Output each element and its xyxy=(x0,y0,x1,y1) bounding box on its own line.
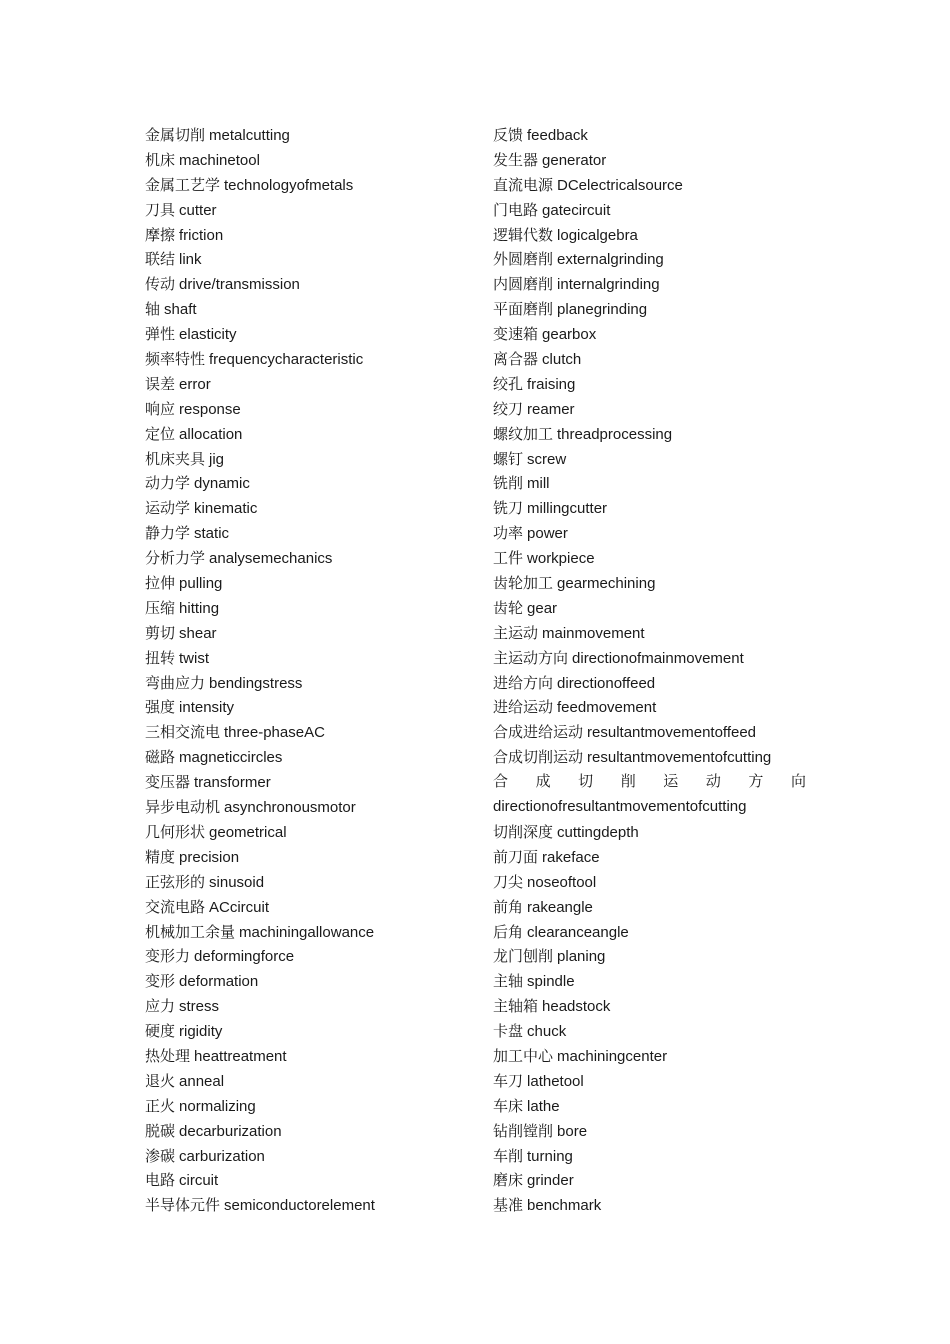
term-chinese: 逻辑代数 xyxy=(493,225,554,244)
glossary-entry xyxy=(145,571,475,596)
glossary-entry xyxy=(493,223,813,248)
glossary-entry xyxy=(493,671,813,696)
glossary-entry xyxy=(145,1044,475,1069)
glossary-entry xyxy=(493,546,813,571)
term-english: mainmovement xyxy=(542,624,645,642)
term-english: twist xyxy=(179,649,210,667)
term-chinese: 绞孔 xyxy=(493,374,524,393)
glossary-entry xyxy=(145,322,475,347)
term-english: planing xyxy=(557,948,606,966)
term-english: internalgrinding xyxy=(557,276,660,294)
glossary-entry xyxy=(145,1119,475,1144)
glossary-entry xyxy=(493,1168,813,1193)
term-english: power xyxy=(527,525,568,543)
glossary-entry xyxy=(145,770,475,795)
glossary-entry xyxy=(493,397,813,422)
term-chinese-char: 动 xyxy=(705,773,721,791)
term-english: logicalgebra xyxy=(557,226,638,244)
term-english: planegrinding xyxy=(557,301,648,319)
glossary-entry xyxy=(145,198,475,223)
term-chinese: 后角 xyxy=(493,922,524,941)
glossary-entry xyxy=(493,1069,813,1094)
term-chinese: 主轴 xyxy=(493,972,524,991)
term-chinese: 进给方向 xyxy=(493,673,554,692)
term-chinese: 发生器 xyxy=(493,150,539,169)
glossary-entry xyxy=(493,496,813,521)
glossary-entry xyxy=(493,148,813,173)
right-glossary-list-b xyxy=(493,820,813,1218)
term-english: resultantmovementoffeed xyxy=(587,724,757,742)
glossary-entry xyxy=(493,745,813,770)
glossary-entry xyxy=(145,173,475,198)
glossary-entry xyxy=(145,397,475,422)
right-glossary-list-a xyxy=(493,123,813,770)
term-english: feedmovement xyxy=(557,699,657,717)
term-chinese: 主运动方向 xyxy=(493,648,569,667)
term-english: gearmechining xyxy=(557,575,656,593)
term-english: directionoffeed xyxy=(557,674,656,692)
term-chinese: 主轴箱 xyxy=(493,997,539,1016)
term-english: technologyofmetals xyxy=(224,176,354,194)
term-english: kinematic xyxy=(194,500,258,518)
glossary-entry xyxy=(145,621,475,646)
term-english: cuttingdepth xyxy=(557,823,639,841)
term-english: reamer xyxy=(527,400,575,418)
term-chinese: 刀尖 xyxy=(493,872,524,891)
term-chinese-char: 运 xyxy=(663,773,679,791)
glossary-entry xyxy=(145,272,475,297)
term-english: bendingstress xyxy=(209,674,303,692)
term-english: feedback xyxy=(527,127,588,144)
term-chinese: 工件 xyxy=(493,549,524,568)
term-chinese: 内圆磨削 xyxy=(493,275,554,294)
term-chinese: 半导体元件 xyxy=(145,1196,221,1215)
term-english: turning xyxy=(527,1147,573,1165)
glossary-entry xyxy=(145,795,475,820)
term-english: carburization xyxy=(179,1147,265,1165)
term-chinese: 正火 xyxy=(145,1096,176,1115)
term-english: shear xyxy=(179,624,217,642)
glossary-entry xyxy=(493,1019,813,1044)
term-chinese: 进给运动 xyxy=(493,698,554,717)
glossary-entry xyxy=(145,471,475,496)
term-english: link xyxy=(179,251,202,269)
glossary-entry xyxy=(493,322,813,347)
glossary-entry xyxy=(493,695,813,720)
glossary-entry xyxy=(145,546,475,571)
glossary-entry xyxy=(145,1193,475,1218)
term-chinese: 压缩 xyxy=(145,598,176,617)
glossary-entry xyxy=(145,372,475,397)
glossary-entry xyxy=(493,596,813,621)
term-chinese: 基准 xyxy=(493,1196,524,1215)
glossary-entry xyxy=(493,646,813,671)
term-chinese-char: 成 xyxy=(535,773,551,791)
term-chinese: 铣刀 xyxy=(493,499,524,518)
term-chinese: 轴 xyxy=(145,300,161,319)
term-english: clearanceangle xyxy=(527,923,629,941)
term-chinese: 离合器 xyxy=(493,350,539,369)
glossary-entry xyxy=(493,994,813,1019)
term-english: cutter xyxy=(179,201,217,219)
glossary-entry xyxy=(145,845,475,870)
term-chinese: 应力 xyxy=(145,997,176,1016)
glossary-entry xyxy=(493,347,813,372)
term-english: normalizing xyxy=(179,1097,256,1115)
term-chinese: 热处理 xyxy=(145,1046,191,1065)
term-chinese: 齿轮加工 xyxy=(493,574,554,593)
term-chinese-char: 合 xyxy=(493,773,509,791)
term-english: screw xyxy=(527,450,567,468)
glossary-entry xyxy=(493,621,813,646)
term-chinese: 脱碳 xyxy=(145,1121,176,1140)
term-chinese: 响应 xyxy=(145,399,176,418)
glossary-entry xyxy=(493,247,813,272)
term-chinese: 运动学 xyxy=(145,499,191,518)
spread-term-chinese xyxy=(493,770,806,795)
glossary-entry xyxy=(493,720,813,745)
term-chinese: 龙门刨削 xyxy=(493,947,554,966)
term-chinese: 拉伸 xyxy=(145,574,176,593)
glossary-entry xyxy=(493,198,813,223)
term-english: DCelectricalsource xyxy=(557,176,683,194)
term-chinese: 车床 xyxy=(493,1096,524,1115)
term-english: rakeangle xyxy=(527,898,593,916)
glossary-entry xyxy=(493,1144,813,1169)
glossary-entry xyxy=(145,521,475,546)
term-chinese: 金属工艺学 xyxy=(145,175,221,194)
term-english: circuit xyxy=(179,1172,219,1190)
glossary-entry xyxy=(493,1193,813,1218)
glossary-entry xyxy=(493,471,813,496)
glossary-entry xyxy=(493,521,813,546)
term-chinese: 车刀 xyxy=(493,1071,524,1090)
term-chinese: 磁路 xyxy=(145,748,176,767)
term-chinese-char: 方 xyxy=(748,773,764,791)
term-chinese: 变压器 xyxy=(145,773,191,792)
glossary-entry xyxy=(145,994,475,1019)
term-chinese: 螺钉 xyxy=(493,449,524,468)
glossary-entry xyxy=(493,272,813,297)
term-chinese: 金属切削 xyxy=(145,126,206,144)
glossary-entry xyxy=(145,1094,475,1119)
term-english: static xyxy=(194,525,230,543)
term-chinese: 剪切 xyxy=(145,623,176,642)
term-chinese: 螺纹加工 xyxy=(493,424,554,443)
term-english: hitting xyxy=(179,599,220,617)
term-chinese: 硬度 xyxy=(145,1022,176,1041)
glossary-entry xyxy=(145,123,475,148)
term-english: lathe xyxy=(527,1097,560,1115)
term-english: response xyxy=(179,400,241,418)
term-english: machinetool xyxy=(179,151,260,169)
term-chinese: 机床夹具 xyxy=(145,449,206,468)
term-english: stress xyxy=(179,998,220,1016)
glossary-entry xyxy=(493,944,813,969)
term-chinese: 绞刀 xyxy=(493,399,524,418)
term-english: precision xyxy=(179,848,240,866)
term-english: mill xyxy=(527,475,550,493)
term-chinese: 功率 xyxy=(493,524,524,543)
glossary-entry xyxy=(493,920,813,945)
glossary-entry xyxy=(145,944,475,969)
glossary-entry xyxy=(493,372,813,397)
glossary-entry xyxy=(493,422,813,447)
term-chinese: 合成切削运动 xyxy=(493,748,584,767)
term-chinese: 主运动 xyxy=(493,623,539,642)
glossary-entry xyxy=(145,422,475,447)
glossary-entry xyxy=(145,870,475,895)
term-chinese: 联结 xyxy=(145,250,176,269)
term-chinese: 磨床 xyxy=(493,1171,524,1190)
term-english: geometrical xyxy=(209,823,287,841)
term-chinese: 前角 xyxy=(493,897,524,916)
glossary-entry xyxy=(493,1094,813,1119)
glossary-entry xyxy=(145,745,475,770)
glossary-entry xyxy=(145,1069,475,1094)
term-chinese: 交流电路 xyxy=(145,897,206,916)
term-english: directionofmainmovement xyxy=(572,649,744,667)
term-english: deformingforce xyxy=(194,948,295,966)
term-english: ACcircuit xyxy=(209,898,270,916)
term-chinese: 直流电源 xyxy=(493,175,554,194)
term-english: decarburization xyxy=(179,1122,282,1140)
glossary-entry xyxy=(493,571,813,596)
term-english: gearbox xyxy=(542,326,597,344)
term-chinese: 正弦形的 xyxy=(145,872,206,891)
term-chinese: 弯曲应力 xyxy=(145,673,206,692)
term-chinese: 动力学 xyxy=(145,474,191,493)
term-chinese: 反馈 xyxy=(493,126,524,144)
term-english: machiningcenter xyxy=(557,1047,668,1065)
glossary-entry xyxy=(145,247,475,272)
term-english: friction xyxy=(179,226,224,244)
glossary-entry xyxy=(493,123,813,148)
term-english: noseoftool xyxy=(527,873,597,891)
term-english: spindle xyxy=(527,973,575,991)
term-chinese: 传动 xyxy=(145,275,176,294)
term-chinese: 门电路 xyxy=(493,200,539,219)
term-english: machiningallowance xyxy=(239,923,375,941)
term-english: frequencycharacteristic xyxy=(209,351,364,369)
term-english: rakeface xyxy=(542,848,600,866)
term-chinese: 前刀面 xyxy=(493,847,539,866)
term-english: semiconductorelement xyxy=(224,1197,375,1215)
term-english: deformation xyxy=(179,973,259,991)
glossary-entry xyxy=(145,447,475,472)
term-chinese: 铣削 xyxy=(493,474,524,493)
glossary-entry xyxy=(145,820,475,845)
term-english: gatecircuit xyxy=(542,201,611,219)
term-english: lathetool xyxy=(527,1072,584,1090)
term-chinese: 静力学 xyxy=(145,524,191,543)
glossary-entry xyxy=(145,895,475,920)
term-chinese: 扭转 xyxy=(145,648,176,667)
term-chinese: 机械加工余量 xyxy=(145,922,236,941)
term-chinese-char: 向 xyxy=(790,773,806,791)
glossary-entry xyxy=(493,870,813,895)
term-english: error xyxy=(179,375,211,393)
term-chinese: 三相交流电 xyxy=(145,723,221,742)
term-chinese: 频率特性 xyxy=(145,350,206,369)
term-chinese: 车削 xyxy=(493,1146,524,1165)
term-chinese: 外圆磨削 xyxy=(493,250,554,269)
term-chinese: 平面磨削 xyxy=(493,300,554,319)
term-english: heattreatment xyxy=(194,1047,287,1065)
term-chinese: 切削深度 xyxy=(493,822,554,841)
glossary-entry xyxy=(145,646,475,671)
term-chinese: 卡盘 xyxy=(493,1022,524,1041)
term-chinese: 变速箱 xyxy=(493,325,539,344)
term-chinese: 退火 xyxy=(145,1071,176,1090)
term-english: asynchronousmotor xyxy=(224,799,356,817)
glossary-entry xyxy=(493,969,813,994)
term-chinese: 刀具 xyxy=(145,200,176,219)
term-english: sinusoid xyxy=(209,873,265,891)
glossary-entry xyxy=(145,1019,475,1044)
term-english: externalgrinding xyxy=(557,251,664,269)
glossary-entry xyxy=(493,1044,813,1069)
term-chinese: 精度 xyxy=(145,847,176,866)
term-english: headstock xyxy=(542,998,611,1016)
glossary-entry xyxy=(145,969,475,994)
term-chinese: 几何形状 xyxy=(145,822,206,841)
glossary-entry xyxy=(493,820,813,845)
term-english: resultantmovementofcutting xyxy=(587,749,772,767)
term-english: anneal xyxy=(179,1072,225,1090)
term-english: transformer xyxy=(194,774,271,792)
spread-term-english xyxy=(493,795,813,820)
glossary-entry xyxy=(493,297,813,322)
term-english: shaft xyxy=(164,301,197,319)
glossary-entry xyxy=(145,920,475,945)
term-chinese: 变形力 xyxy=(145,947,191,966)
term-chinese: 钻削镗削 xyxy=(493,1121,554,1140)
glossary-entry xyxy=(145,1144,475,1169)
term-english: benchmark xyxy=(527,1197,602,1215)
term-english: allocation xyxy=(179,425,243,443)
term-english: elasticity xyxy=(179,326,237,344)
glossary-entry xyxy=(145,1168,475,1193)
term-english: threadprocessing xyxy=(557,425,673,443)
term-chinese: 加工中心 xyxy=(493,1046,554,1065)
left-glossary-column xyxy=(145,123,475,1218)
glossary-entry xyxy=(145,695,475,720)
glossary-entry xyxy=(145,148,475,173)
glossary-entry xyxy=(493,845,813,870)
term-english: grinder xyxy=(527,1172,574,1190)
glossary-entry xyxy=(145,496,475,521)
term-english: drive/transmission xyxy=(179,276,300,294)
term-english: rigidity xyxy=(179,1023,223,1041)
term-chinese: 渗碳 xyxy=(145,1146,176,1165)
glossary-entry xyxy=(145,223,475,248)
glossary-entry xyxy=(145,347,475,372)
glossary-entry xyxy=(493,173,813,198)
term-english: chuck xyxy=(527,1023,567,1041)
term-chinese: 强度 xyxy=(145,698,176,717)
term-chinese: 误差 xyxy=(145,374,176,393)
term-english: analysemechanics xyxy=(209,550,333,568)
term-english: clutch xyxy=(542,351,582,369)
term-chinese: 机床 xyxy=(145,150,176,169)
term-english: magneticcircles xyxy=(179,749,283,767)
glossary-entry xyxy=(493,895,813,920)
term-english: millingcutter xyxy=(527,500,608,518)
term-english: gear xyxy=(527,599,558,617)
term-chinese: 弹性 xyxy=(145,325,176,344)
term-english: directionofresultantmovementofcutting xyxy=(493,798,747,816)
term-english: workpiece xyxy=(527,550,595,568)
glossary-entry xyxy=(145,671,475,696)
term-chinese: 齿轮 xyxy=(493,598,524,617)
glossary-entry xyxy=(493,1119,813,1144)
term-english: fraising xyxy=(527,375,576,393)
glossary-entry xyxy=(145,596,475,621)
glossary-entry xyxy=(493,447,813,472)
term-chinese-char: 削 xyxy=(620,773,636,791)
glossary-entry xyxy=(145,297,475,322)
term-english: dynamic xyxy=(194,475,250,493)
term-chinese-char: 切 xyxy=(578,773,594,791)
term-english: three-phaseAC xyxy=(224,724,325,742)
right-glossary-column xyxy=(493,123,813,1218)
term-english: bore xyxy=(557,1122,588,1140)
term-english: generator xyxy=(542,151,607,169)
term-chinese: 变形 xyxy=(145,972,176,991)
term-english: metalcutting xyxy=(209,127,290,144)
term-chinese: 异步电动机 xyxy=(145,798,221,817)
glossary-entry xyxy=(145,720,475,745)
term-chinese: 定位 xyxy=(145,424,176,443)
term-chinese: 摩擦 xyxy=(145,225,176,244)
term-english: jig xyxy=(209,450,225,468)
term-english: pulling xyxy=(179,575,223,593)
term-chinese: 电路 xyxy=(145,1171,176,1190)
term-chinese: 分析力学 xyxy=(145,549,206,568)
term-chinese: 合成进给运动 xyxy=(493,723,584,742)
term-english: intensity xyxy=(179,699,235,717)
